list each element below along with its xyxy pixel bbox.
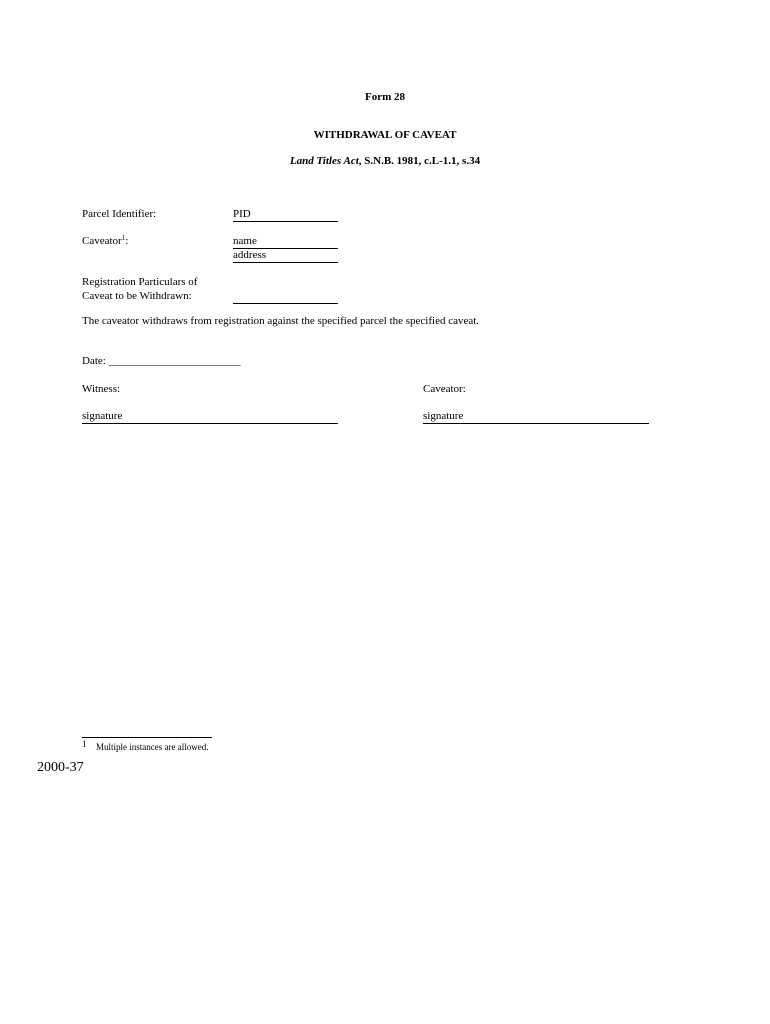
- parcel-identifier-field[interactable]: PID: [233, 208, 338, 222]
- caveator-name-field[interactable]: name: [233, 235, 338, 249]
- date-label: Date:: [82, 355, 109, 367]
- registration-particulars-field[interactable]: [233, 290, 338, 304]
- witness-signature-field[interactable]: signature: [82, 410, 338, 424]
- authority-citation: , S.N.B. 1981, c.L-1.1, s.34: [358, 155, 481, 167]
- caveator-address-field[interactable]: address: [233, 249, 338, 263]
- footnote-divider: [82, 737, 212, 738]
- caveator-signature-label: Caveator:: [423, 383, 466, 395]
- authority-act: Land Titles Act: [289, 155, 359, 167]
- footnote-ref-marker: 1: [121, 234, 126, 242]
- withdrawal-statement: The caveator withdraws from registration against the specified parcel the specified caveat.: [82, 315, 480, 327]
- footnote-marker: 1: [82, 739, 87, 749]
- date-field[interactable]: ________________________: [108, 355, 241, 367]
- parcel-identifier-label: Parcel Identifier:: [82, 208, 157, 220]
- document-code: 2000-37: [37, 760, 84, 775]
- caveator-label: [82, 235, 128, 247]
- witness-label: Witness:: [82, 383, 121, 395]
- footnote-text: Multiple instances are allowed.: [96, 742, 209, 752]
- caveator-label-colon: :: [125, 235, 129, 247]
- form-title: WITHDRAWAL OF CAVEAT: [313, 129, 457, 141]
- registration-label-line2: Caveat to be Withdrawn:: [82, 290, 192, 302]
- date-line: [82, 355, 241, 367]
- caveator-label-text: Caveator: [82, 235, 122, 247]
- caveator-signature-field[interactable]: signature: [423, 410, 649, 424]
- form-authority: [0, 155, 770, 167]
- form-number: Form 28: [364, 91, 405, 103]
- registration-label-line1: Registration Particulars of: [82, 276, 198, 288]
